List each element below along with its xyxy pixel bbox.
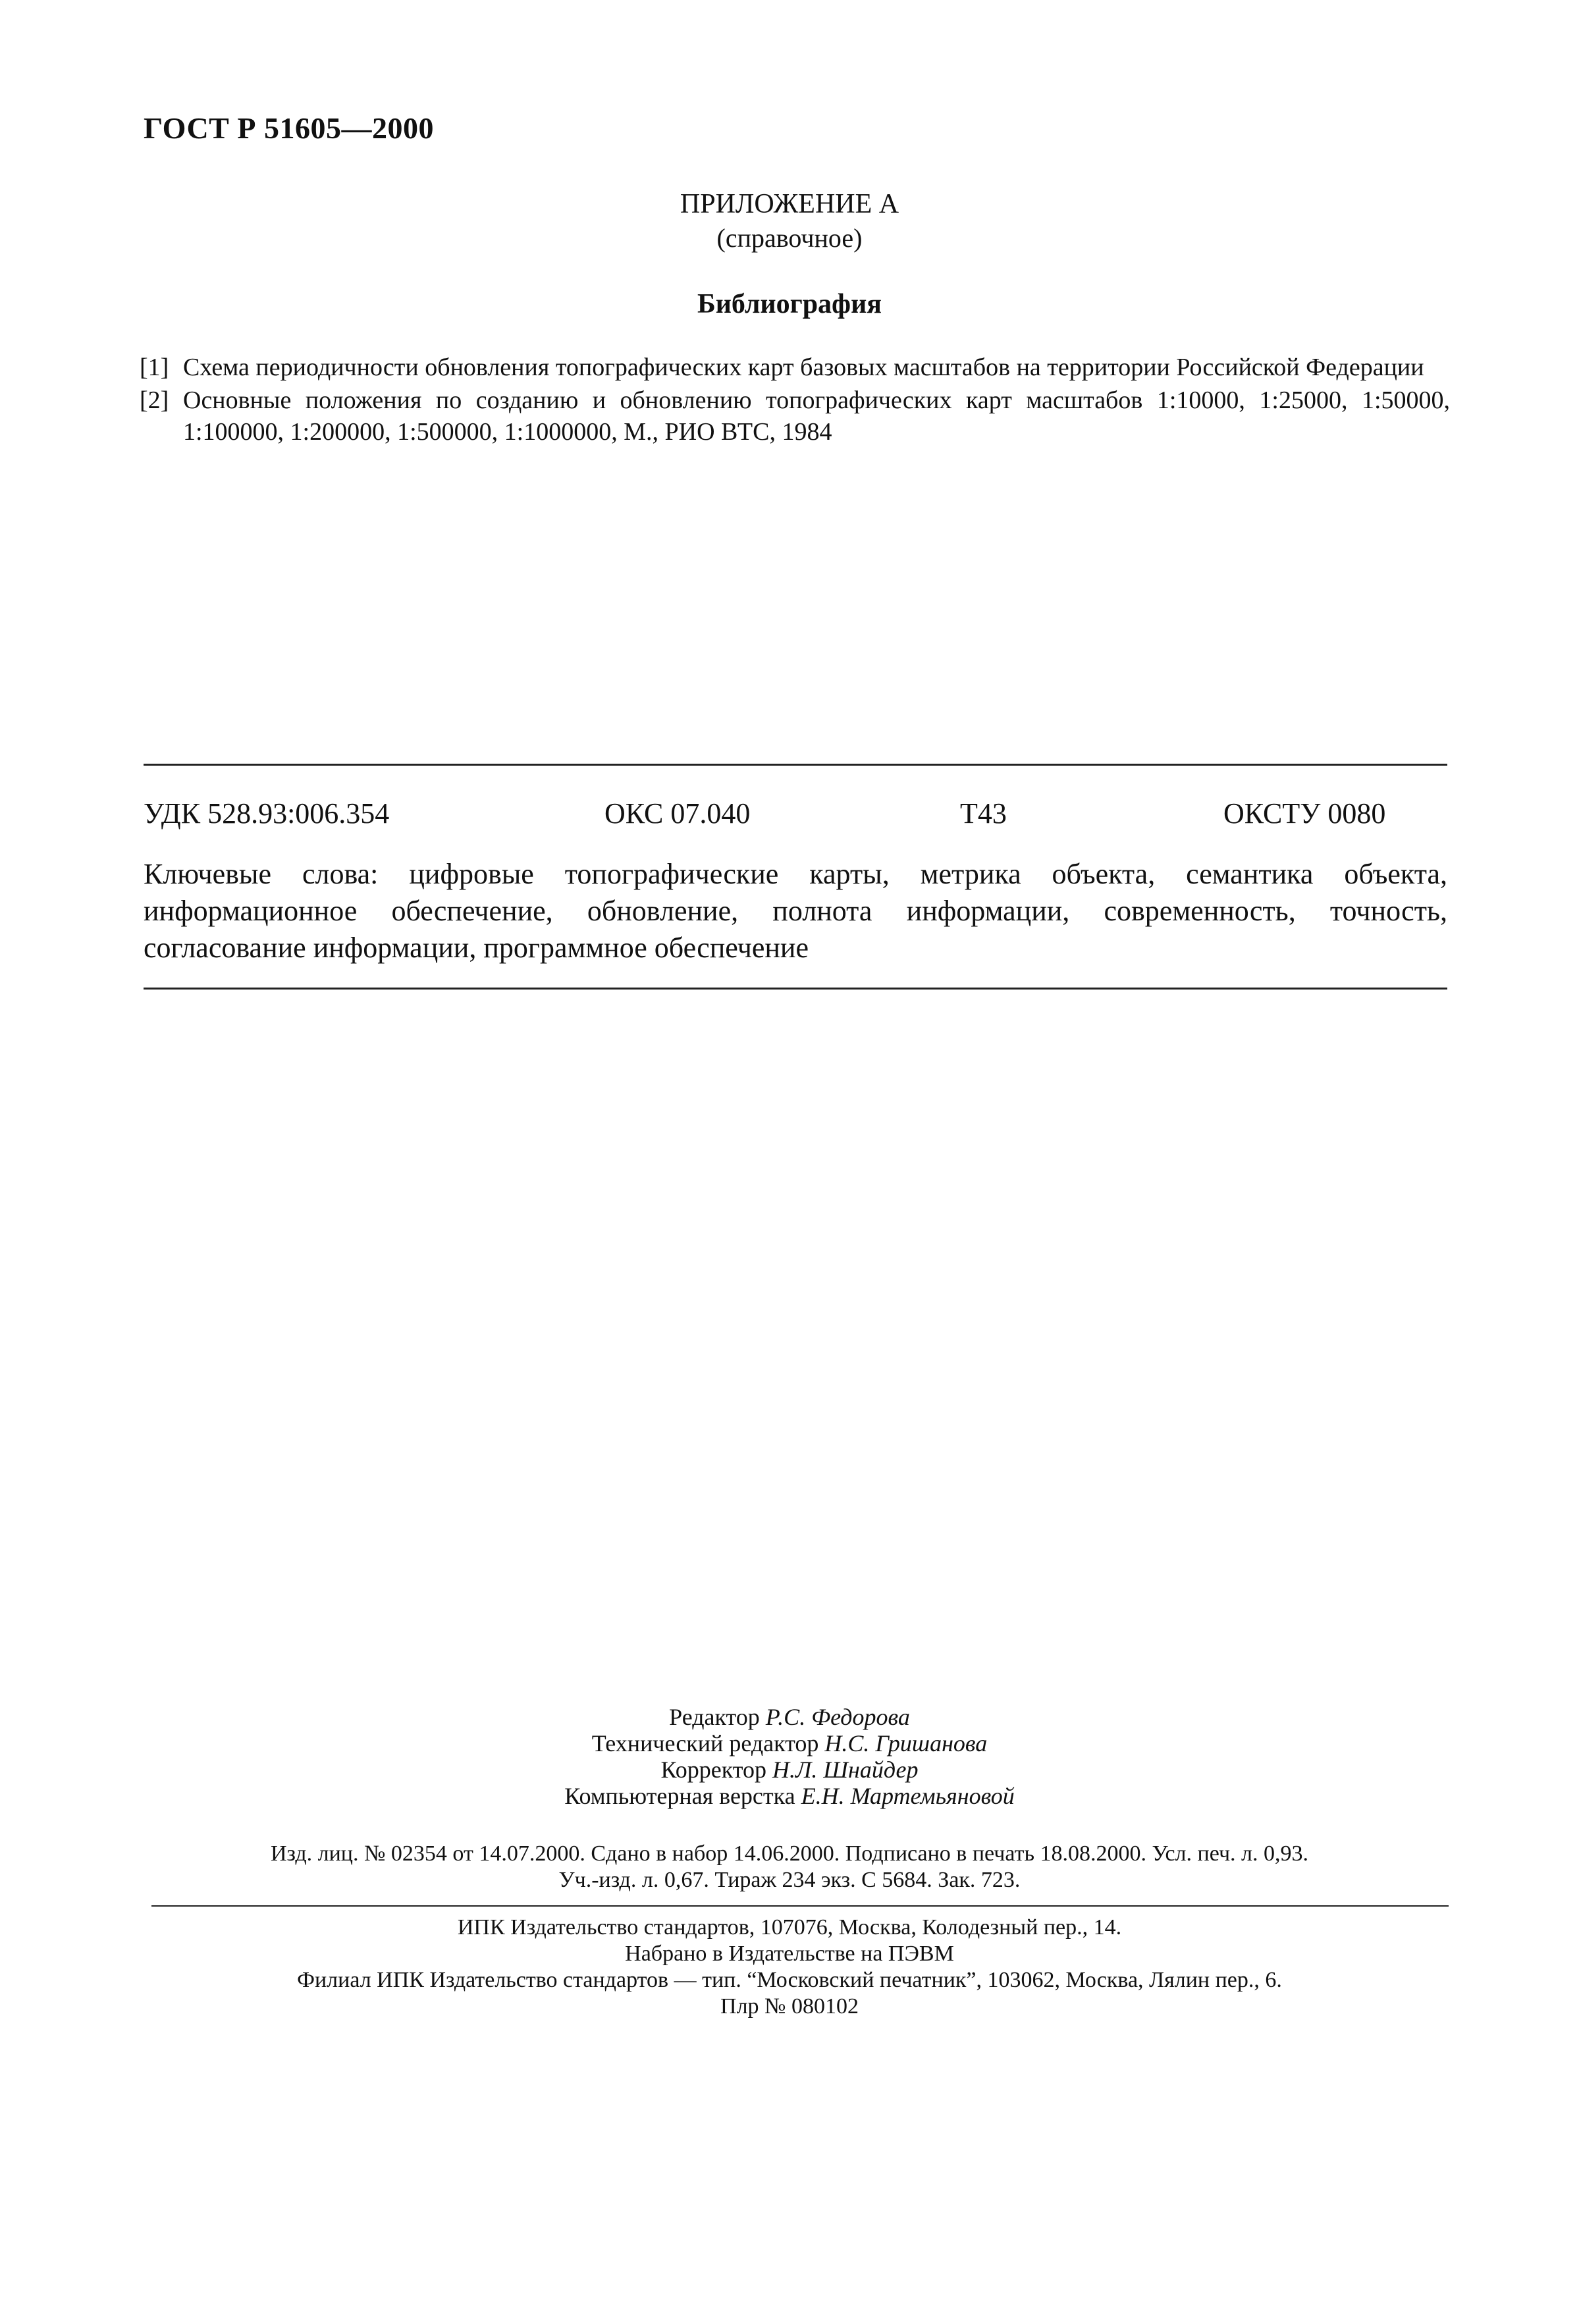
- imprint-line: Изд. лиц. № 02354 от 14.07.2000. Сдано в набор 14.06.2000. Подписано в печать 18.08.2000. Усл. печ. л. 0,93.: [270, 1841, 1309, 1866]
- bibliography-item-text: Схема периодичности обновления топографических карт базовых масштабов на территории Российской Федерации: [183, 354, 1424, 381]
- t-code: Т43: [960, 797, 1007, 830]
- credit-name: Е.Н. Мартемьяновой: [801, 1783, 1015, 1809]
- divider-bottom: [144, 988, 1447, 990]
- bibliography-item-number: [1]: [140, 354, 169, 381]
- appendix-title: ПРИЛОЖЕНИЕ А: [680, 189, 899, 219]
- credit-line: [0, 1756, 1579, 1783]
- publisher-line: Филиал ИПК Издательство стандартов — тип. “Московский печатник”, 103062, Москва, Лялин пер., 6.: [297, 1968, 1282, 1992]
- credit-role: Компьютерная верстка: [564, 1783, 795, 1809]
- credit-name: Р.С. Федорова: [765, 1704, 910, 1730]
- publisher-line: Набрано в Издательстве на ПЭВМ: [625, 1941, 954, 1966]
- bibliography-item: [140, 352, 1450, 383]
- credit-role: Технический редактор: [591, 1730, 819, 1756]
- classification-row: [144, 797, 1447, 833]
- imprint-block: [0, 1841, 1579, 1893]
- okstu-code: ОКСТУ 0080: [1223, 797, 1386, 830]
- publisher-line: Плр № 080102: [720, 1994, 859, 2019]
- udk-code: УДК 528.93:006.354: [144, 797, 390, 830]
- credit-name: Н.С. Гришанова: [824, 1730, 988, 1756]
- bibliography-item: [140, 384, 1450, 448]
- credit-line: [0, 1730, 1579, 1756]
- credit-name: Н.Л. Шнайдер: [772, 1756, 919, 1783]
- divider-top: [144, 764, 1447, 766]
- appendix-note: (справочное): [716, 223, 863, 253]
- bibliography-item-text: Основные положения по созданию и обновлению топографических карт масштабов 1:10000, 1:25000, 1:50000, 1:100000, 1:200000, 1:500000, 1:1000000, М., РИО ВТС, 1984: [183, 386, 1450, 446]
- imprint-line: Уч.-изд. л. 0,67. Тираж 234 экз. С 5684. Зак. 723.: [558, 1868, 1021, 1892]
- document-code: ГОСТ Р 51605—2000: [144, 111, 434, 145]
- credits-block: [0, 1704, 1579, 1809]
- credit-role: Редактор: [669, 1704, 760, 1730]
- bibliography-item-number: [2]: [140, 386, 169, 414]
- bibliography-heading: Библиография: [697, 289, 882, 319]
- bibliography-list: [140, 352, 1450, 449]
- credit-line: [0, 1704, 1579, 1730]
- keywords: Ключевые слова: цифровые топографические карты, метрика объекта, семантика объекта, информационное обеспечение, обновление, полнота информации, современность, точность, согласование информации, программное обеспечение: [144, 858, 1447, 964]
- divider-imprint: [151, 1905, 1449, 1907]
- oks-code: ОКС 07.040: [604, 797, 751, 830]
- publisher-block: [0, 1915, 1579, 2020]
- credit-line: [0, 1783, 1579, 1809]
- credit-role: Корректор: [660, 1756, 767, 1783]
- publisher-line: ИПК Издательство стандартов, 107076, Москва, Колодезный пер., 14.: [457, 1915, 1122, 1940]
